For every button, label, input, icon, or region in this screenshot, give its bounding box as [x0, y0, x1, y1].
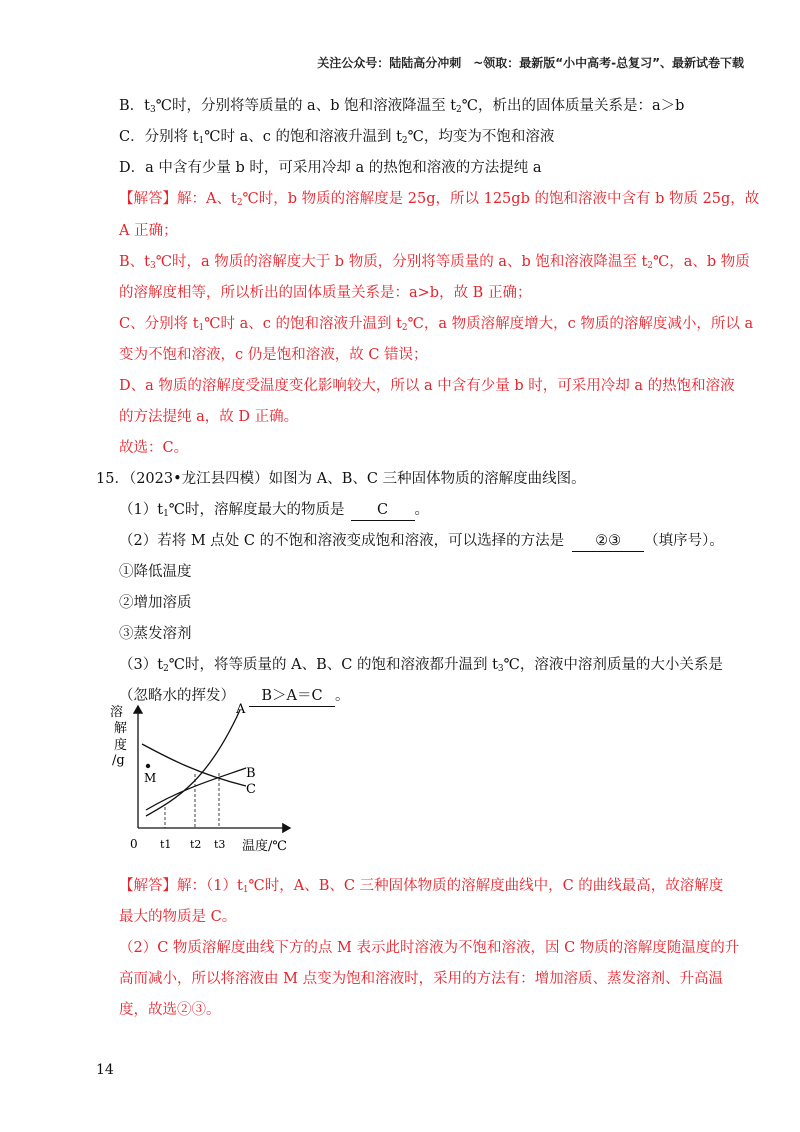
answer14-line-9: 故选：C。: [119, 440, 189, 456]
q15-answer-3: B＞A＝C: [249, 686, 335, 707]
q15-option-2: ②增加溶质: [119, 595, 192, 611]
origin-label: 0: [130, 837, 138, 851]
q15-option-3: ③蒸发溶剂: [119, 626, 192, 642]
answer14-line-8: 的方法提纯 a，故 D 正确。: [119, 409, 299, 425]
q15-option-1: ①降低温度: [119, 564, 192, 580]
y-label-3: 度: [114, 738, 128, 753]
curve-a-label: A: [236, 702, 246, 717]
tick-t1: t1: [160, 838, 172, 851]
curve-b: [146, 768, 246, 810]
q15-answer-2: ②③: [572, 531, 644, 552]
answer15-line-2: 最大的物质是 C。: [119, 909, 237, 925]
q15-stem: 15．（2023•龙江县四模）如图为 A、B、C 三种固体物质的溶解度曲线图。: [96, 471, 586, 487]
q15-part-1: $(1)t_1℃$时，溶解度最大的物质是 C 。: [119, 502, 430, 519]
point-m-label: M: [144, 771, 157, 785]
curve-c: [142, 744, 246, 786]
curve-a: [146, 710, 240, 816]
tick-t2: t2: [190, 838, 202, 851]
point-m: [146, 764, 150, 768]
option-c: C．分别将 $t_1℃$时 a、c 的饱和溶液升温到 $t_2℃$，均变为不饱和溶液: [119, 129, 555, 146]
answer15-line-1: 【解答】解：$(1)t_1℃$时，A、B、C 三种固体物质的溶解度曲线中，C 的曲线最高，故溶解度: [119, 878, 724, 895]
y-label-1: 溶: [110, 705, 124, 720]
curve-b-label: B: [246, 766, 256, 781]
x-label: 温度/℃: [242, 839, 287, 854]
answer14-line-2: A 正确；: [119, 223, 178, 239]
curve-c-label: C: [246, 782, 256, 797]
option-b: B．$t_3℃$时，分别将等质量的 a、b 饱和溶液降温至 $t_2℃$，析出的固体质量关系是：a＞b: [119, 98, 685, 115]
page-header: 关注公众号：陆陆高分冲刺 ~领取：最新版“小中高考-总复习”、最新试卷下载: [317, 56, 744, 70]
answer14-line-7: D、a 物质的溶解度受温度变化影响较大，所以 a 中含有少量 b 时，可采用冷却 a 的热饱和溶液: [119, 378, 735, 394]
solubility-chart: [108, 700, 308, 860]
tick-t3: t3: [214, 838, 226, 851]
y-label-4: /g: [112, 753, 125, 768]
page-number: 14: [96, 1062, 114, 1078]
q15-part-3-cont: （忽略水的挥发） B＞A＝C 。: [119, 686, 350, 707]
answer14-line-1: 【解答】解：A、$t_2℃$时，b 物质的溶解度是 25g，所以 125gb 的饱和溶液中含有 b 物质 25g，故: [119, 191, 760, 208]
option-d: D．a 中含有少量 b 时，可采用冷却 a 的热饱和溶液的方法提纯 a: [119, 160, 542, 176]
y-label-2: 解: [114, 721, 128, 736]
answer14-line-6: 变为不饱和溶液，c 仍是饱和溶液，故 C 错误；: [119, 347, 428, 363]
answer15-line-3: （2）C 物质溶解度曲线下方的点 M 表示此时溶液为不饱和溶液，因 C 物质的溶解度随温度的升: [119, 940, 740, 956]
answer14-line-3: B、$t_3℃$时，a 物质的溶解度大于 b 物质，分别将等质量的 a、b 饱和溶液降温至 $t_2℃$，a、b 物质: [119, 254, 750, 271]
answer14-line-5: C、分别将 $t_1℃$时 a、c 的饱和溶液升温到 $t_2℃$，a 物质溶解度增大，c 物质的溶解度减小，所以 a: [119, 316, 754, 333]
answer14-line-4: 的溶解度相等，所以析出的固体质量关系是：a>b，故 B 正确；: [119, 285, 532, 301]
q15-part-2: （2）若将 M 点处 C 的不饱和溶液变成饱和溶液，可以选择的方法是 ②③ （填序号）。: [119, 531, 724, 552]
q15-answer-1: C: [351, 500, 415, 521]
answer15-line-5: 度，故选②③。: [119, 1002, 221, 1018]
answer15-line-4: 高而减小，所以将溶液由 M 点变为饱和溶液时，采用的方法有：增加溶质、蒸发溶剂、升高温: [119, 971, 724, 987]
q15-part-3: $(3)t_2℃$时，将等质量的 A、B、C 的饱和溶液都升温到 $t_3℃$，溶液中溶剂质量的大小关系是: [119, 657, 723, 674]
